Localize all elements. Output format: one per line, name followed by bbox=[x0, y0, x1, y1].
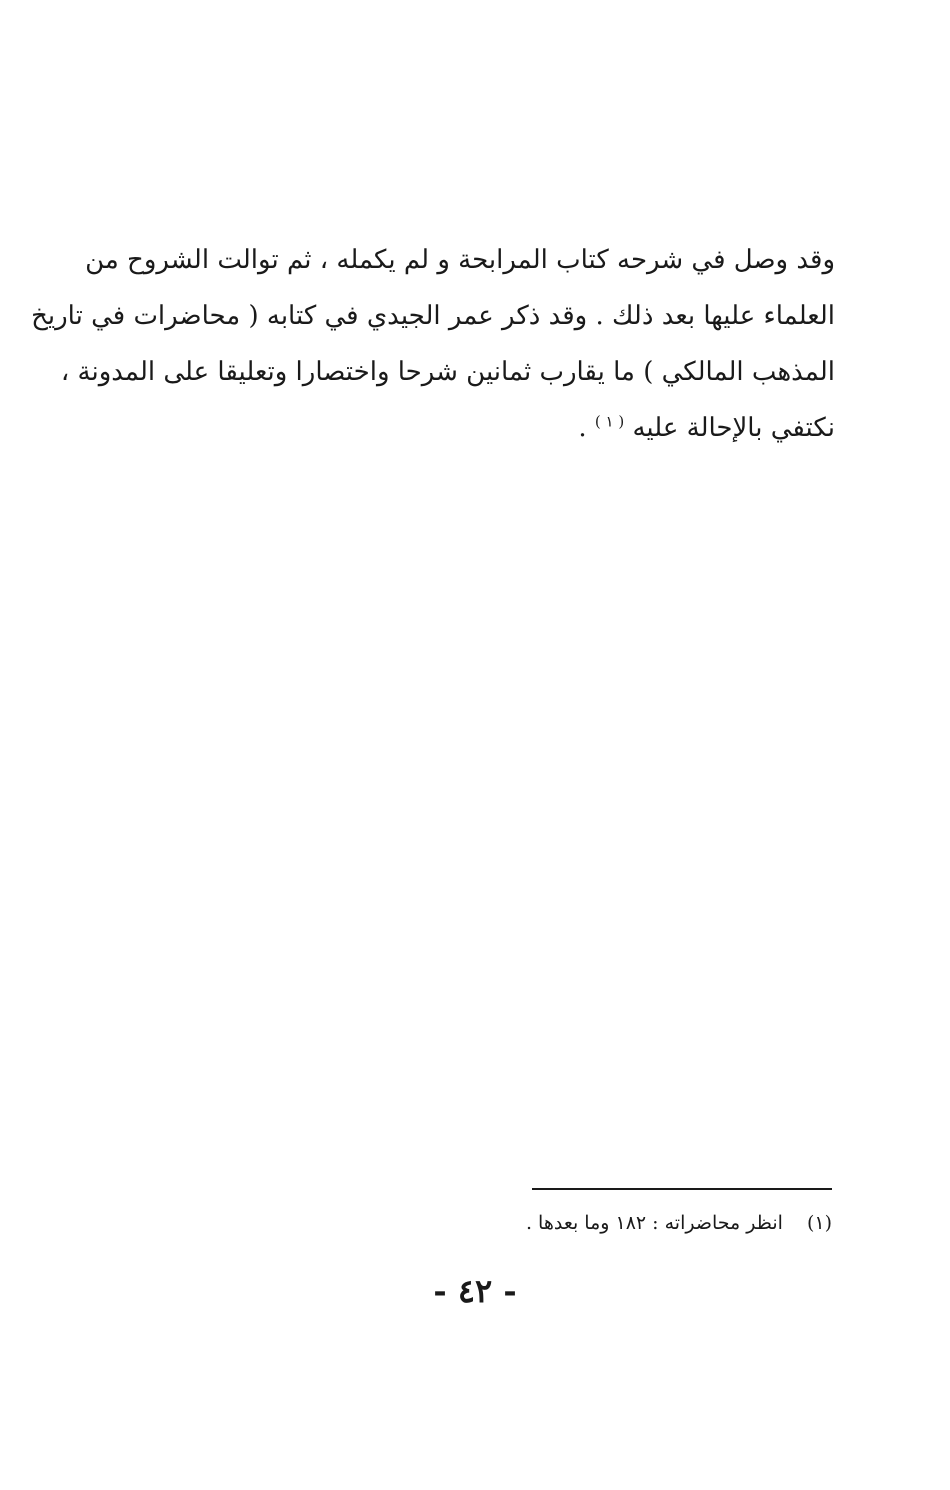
paragraph-line-3: المذهب المالكي ) ما يقارب ثمانين شرحا واختصارا وتعليقا على المدونة ، bbox=[60, 357, 835, 387]
footnote-text: انظر محاضراته : ١٨٢ وما بعدها . bbox=[525, 1212, 783, 1234]
footnote-reference[interactable]: ( ١ ) bbox=[594, 412, 625, 431]
paragraph-line-4 bbox=[100, 400, 835, 456]
end-punctuation: . bbox=[578, 413, 587, 443]
footnote-mark: (١) bbox=[806, 1212, 832, 1234]
paragraph-line-4-text: نكتفي بالإحالة عليه bbox=[632, 413, 835, 443]
paragraph-line-2: العلماء عليها بعد ذلك . وقد ذكر عمر الجيدي في كتابه ( محاضرات في تاريخ bbox=[31, 301, 835, 331]
paragraph-line-1: وقد وصل في شرحه كتاب المرابحة و لم يكمله ، ثم توالت الشروح من bbox=[85, 245, 835, 275]
footnote bbox=[300, 1206, 832, 1240]
main-paragraph bbox=[31, 232, 835, 456]
page-number: - ٤٢ - bbox=[433, 1272, 517, 1310]
footnote-separator bbox=[532, 1188, 832, 1190]
